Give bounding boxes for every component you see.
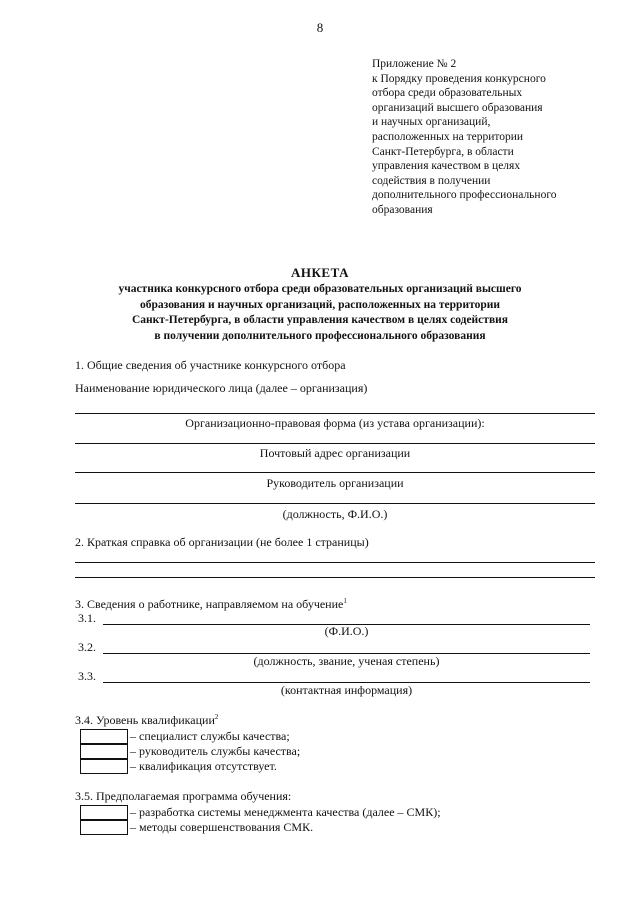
appendix-line: отбора среди образовательных (372, 87, 523, 100)
address-field[interactable] (75, 472, 595, 473)
appendix-block (372, 57, 622, 218)
appendix-line: расположенных на территории (372, 130, 524, 143)
legal-form-field[interactable] (75, 443, 595, 444)
subtitle-line: участника конкурсного отбора среди образовательных организаций высшего (118, 283, 522, 295)
program-checkbox[interactable] (80, 820, 128, 835)
appendix-line: образования (372, 203, 433, 216)
appendix-line: организаций высшего образования (372, 101, 543, 114)
appendix-line: к Порядку проведения конкурсного (372, 72, 546, 85)
appendix-line: управления качеством в целях (372, 160, 521, 173)
section3-heading-text: 3. Сведения о работнике, направляемом на обучение (75, 597, 344, 611)
head-caption: (должность, Ф.И.О.) (282, 507, 388, 521)
program-option: – разработка системы менеджмента качества (далее – СМК); (130, 805, 441, 819)
item-3-1-num: 3.1. (78, 611, 96, 625)
legal-form-label: Организационно-правовая форма (из устава организации): (185, 416, 485, 430)
appendix-heading: Приложение № 2 (372, 58, 457, 70)
qualification-option: – руководитель службы качества; (130, 744, 301, 758)
program-option: – методы совершенствования СМК. (130, 820, 314, 834)
item-3-2-num: 3.2. (78, 640, 96, 654)
footnote-ref: 1 (343, 597, 347, 605)
subtitle-line: в получении дополнительного профессионального образования (154, 329, 486, 342)
section1-heading: 1. Общие сведения об участнике конкурсного отбора (75, 358, 346, 372)
qualification-option: – специалист службы качества; (130, 729, 290, 743)
qualification-checkbox[interactable] (80, 759, 128, 774)
head-field[interactable] (75, 503, 595, 504)
qualification-checkbox[interactable] (80, 729, 128, 744)
subtitle-line: образования и научных организаций, расположенных на территории (140, 298, 500, 311)
position-caption: (должность, звание, ученая степень) (253, 654, 440, 668)
section2-heading: 2. Краткая справка об организации (не более 1 страницы) (75, 535, 369, 549)
program-checkbox[interactable] (80, 805, 128, 820)
footnote-ref: 2 (214, 713, 219, 721)
appendix-line: и научных организаций, (372, 116, 491, 129)
head-label: Руководитель организации (266, 476, 404, 490)
org-name-field[interactable] (75, 413, 595, 414)
qualification-heading (75, 713, 218, 728)
appendix-line: содействия в получении (372, 174, 491, 187)
item-3-3-num: 3.3. (78, 669, 96, 683)
subtitle-line: Санкт-Петербурга, в области управления качеством в целях содействия (132, 314, 508, 326)
org-summary-line[interactable] (75, 577, 595, 578)
form-title: АНКЕТА (290, 265, 349, 280)
org-summary-line[interactable] (75, 562, 595, 563)
qualification-option: – квалификация отсутствует. (130, 759, 277, 773)
address-label: Почтовый адрес организации (259, 446, 411, 460)
org-name-label: Наименование юридического лица (далее – организация) (75, 381, 368, 395)
contact-caption: (контактная информация) (280, 683, 413, 697)
qualification-checkbox[interactable] (80, 744, 128, 759)
page-number: 8 (316, 20, 324, 35)
appendix-line: Санкт-Петербурга, в области (372, 145, 514, 158)
form-subtitle (60, 282, 580, 344)
section3-heading (75, 597, 347, 612)
fio-caption: (Ф.И.О.) (324, 624, 369, 638)
appendix-line: дополнительного профессионального (372, 189, 557, 202)
program-heading: 3.5. Предполагаемая программа обучения: (75, 789, 292, 803)
qualification-heading-text: 3.4. Уровень квалификации (75, 713, 215, 727)
